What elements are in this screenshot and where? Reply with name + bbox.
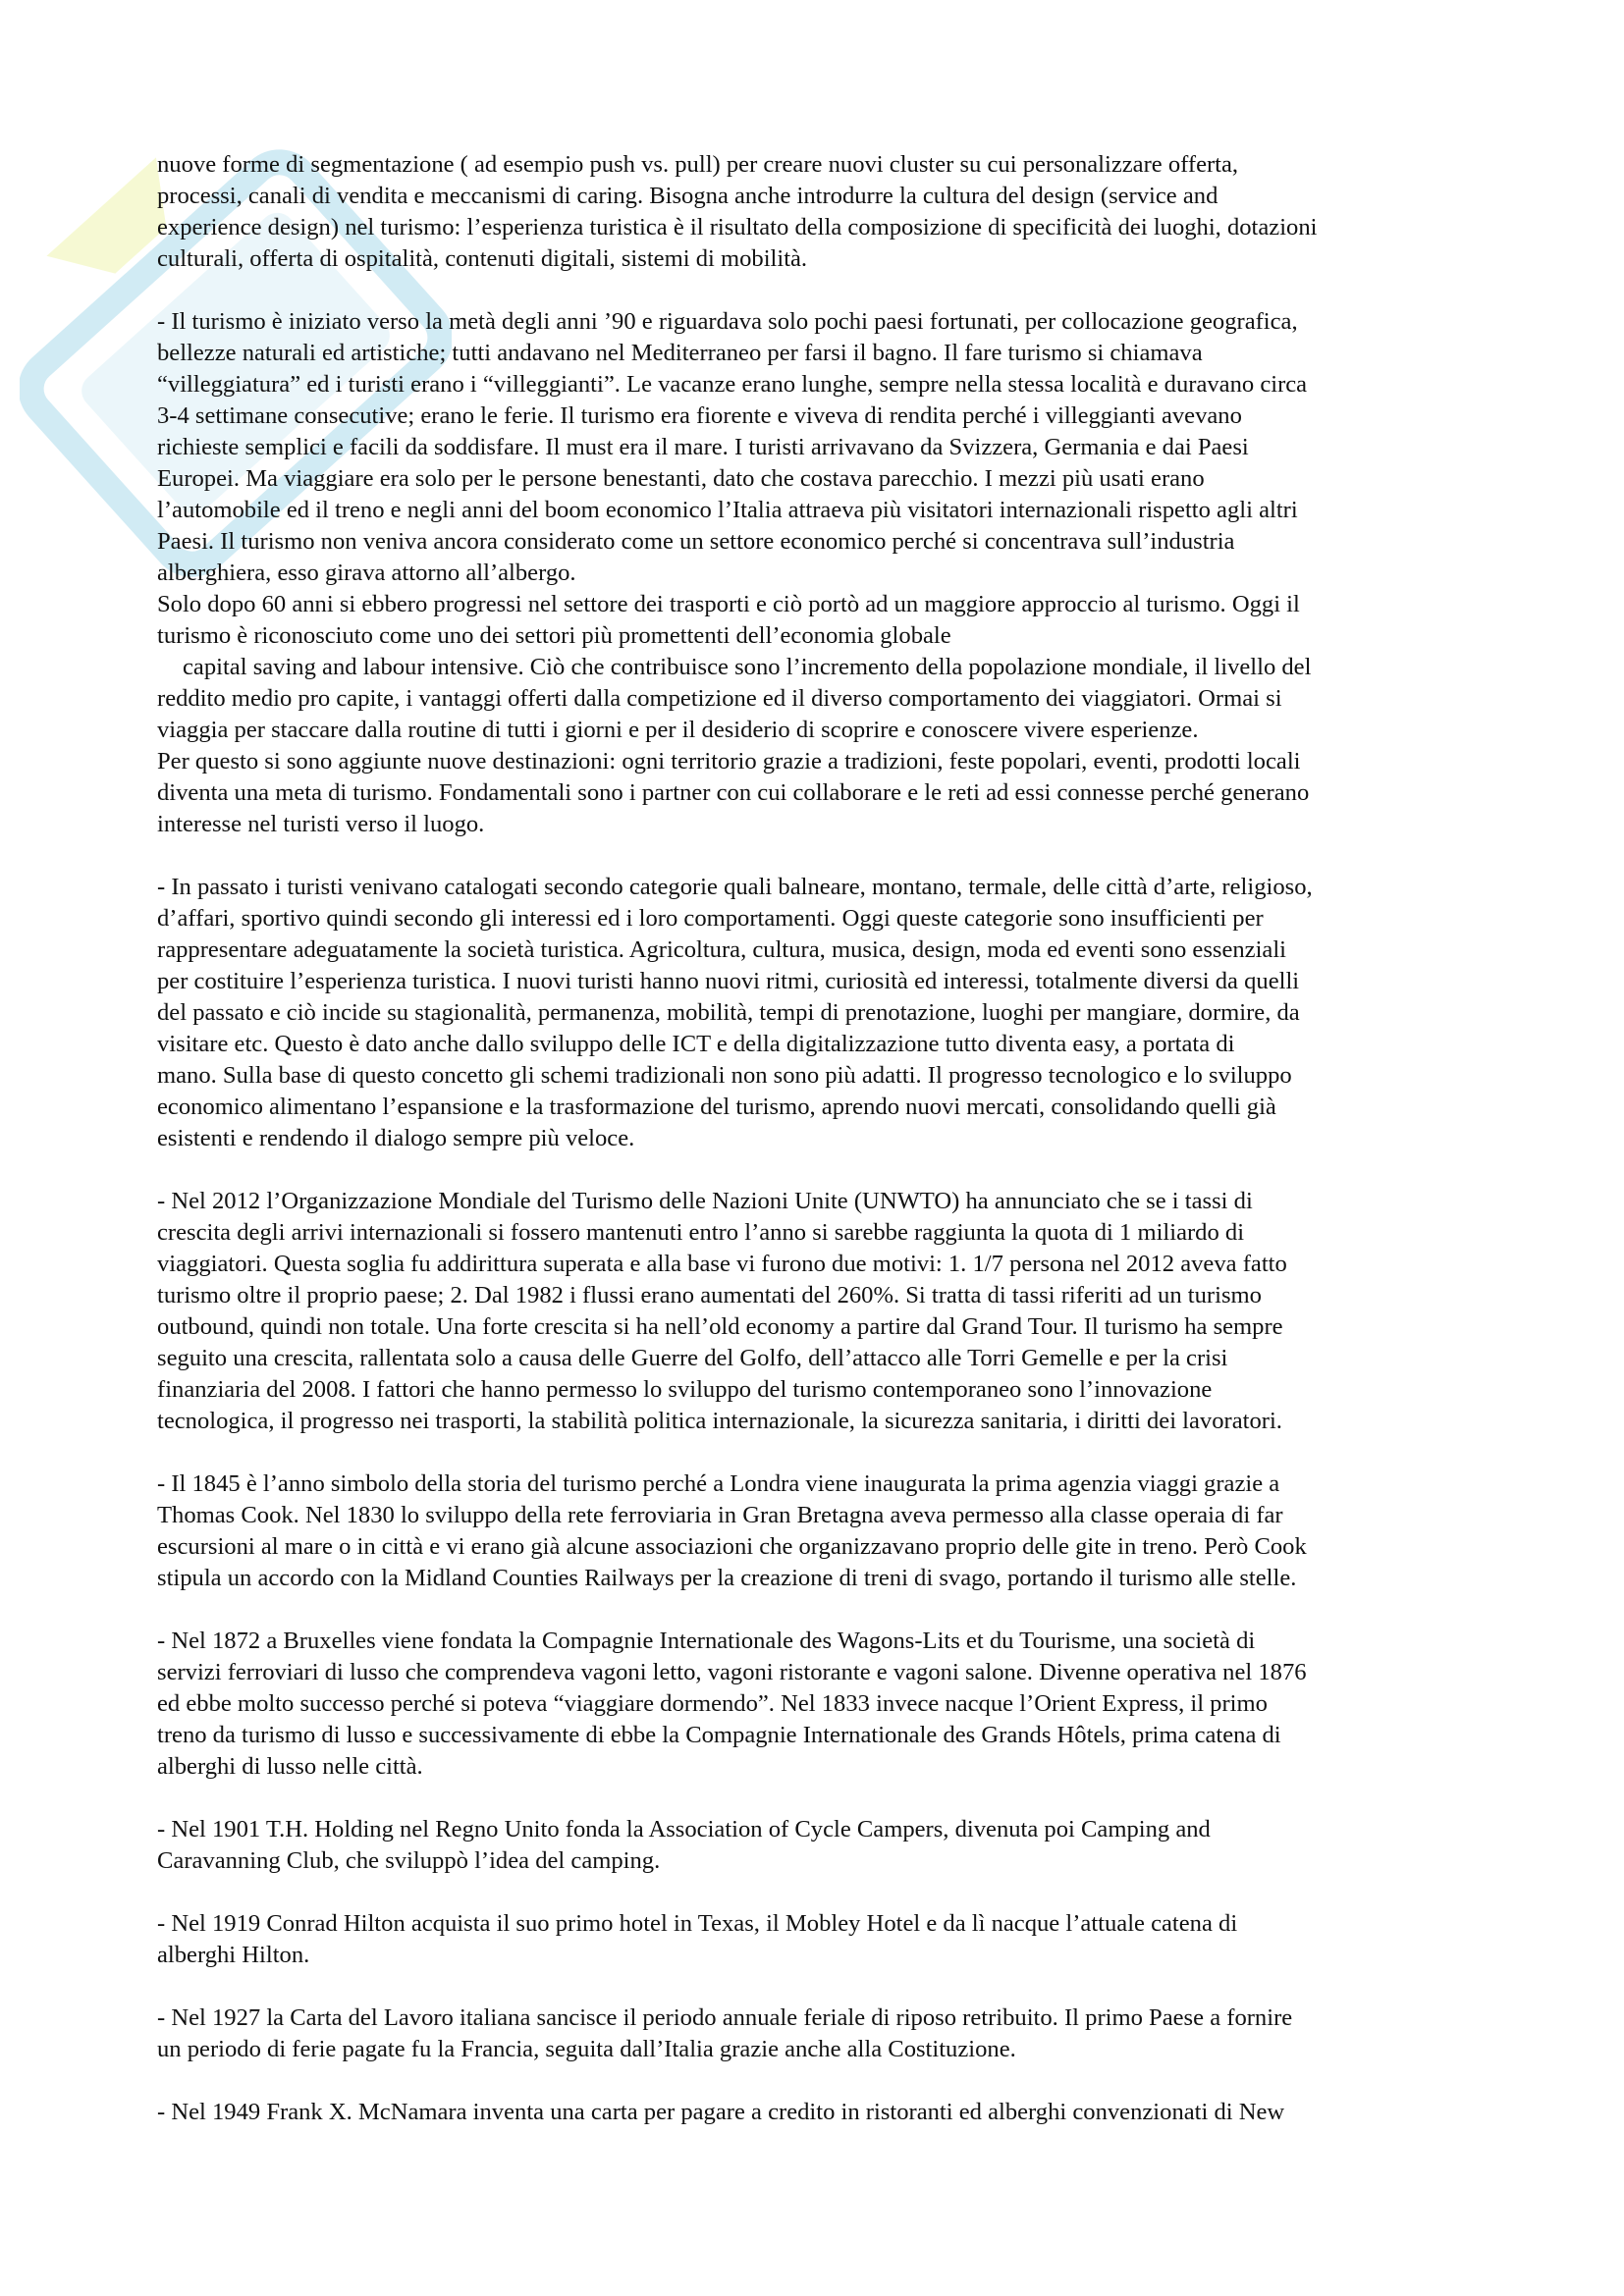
text-line: finanziaria del 2008. I fattori che hanno permesso lo sviluppo del turismo contemporaneo sono l’innovazione <box>157 1376 1213 1403</box>
text-line: treno da turismo di lusso e successivamente di ebbe la Compagnie Internationale des Grands Hôtels, prima catena di <box>157 1722 1281 1748</box>
text-line: richieste semplici e facili da soddisfare. Il must era il mare. I turisti arrivavano da Svizzera, Germania e dai Paesi <box>157 434 1249 460</box>
document-body <box>157 149 1483 2128</box>
text-line: processi, canali di vendita e meccanismi di caring. Bisogna anche introdurre la cultura del design (service and <box>157 183 1218 209</box>
text-line: diventa una meta di turismo. Fondamentali sono i partner con cui collaborare e le reti ad essi connesse perché generano <box>157 779 1310 806</box>
text-line: turismo è riconosciuto come uno dei settori più promettenti dell’economia globale <box>157 622 951 649</box>
text-line: alberghi Hilton. <box>157 1942 310 1968</box>
paragraph <box>157 1468 1483 1594</box>
text-line: capital saving and labour intensive. Ciò che contribuisce sono l’incremento della popolazione mondiale, il livello del <box>183 654 1312 680</box>
text-line: Paesi. Il turismo non veniva ancora considerato come un settore economico perché si concentrava sull’industria <box>157 528 1235 555</box>
text-line: Europei. Ma viaggiare era solo per le persone benestanti, dato che costava parecchio. I mezzi più usati erano <box>157 465 1205 492</box>
text-line: Per questo si sono aggiunte nuove destinazioni: ogni territorio grazie a tradizioni, feste popolari, eventi, prodotti locali <box>157 748 1301 774</box>
text-line: - In passato i turisti venivano catalogati secondo categorie quali balneare, montano, termale, delle città d’arte, religioso, <box>157 874 1313 900</box>
text-line: servizi ferroviari di lusso che comprendeva vagoni letto, vagoni ristorante e vagoni salone. Divenne operativa nel 1876 <box>157 1659 1307 1685</box>
text-line: per costituire l’esperienza turistica. I nuovi turisti hanno nuovi ritmi, curiosità ed interessi, totalmente diversi da quelli <box>157 968 1300 994</box>
text-line: - Nel 1901 T.H. Holding nel Regno Unito fonda la Association of Cycle Campers, divenuta poi Camping and <box>157 1816 1211 1842</box>
text-line: Solo dopo 60 anni si ebbero progressi nel settore dei trasporti e ciò portò ad un maggiore approccio al turismo. Oggi il <box>157 591 1300 617</box>
text-line: experience design) nel turismo: l’esperienza turistica è il risultato della composizione di specificità dei luoghi, dotazioni <box>157 214 1318 240</box>
text-line: turismo oltre il proprio paese; 2. Dal 1982 i flussi erano aumentati del 260%. Si tratta di tassi riferiti ad un turismo <box>157 1282 1262 1308</box>
text-line: - Nel 1927 la Carta del Lavoro italiana sancisce il periodo annuale feriale di riposo retribuito. Il primo Paese a fornire <box>157 2004 1293 2031</box>
text-line: bellezze naturali ed artistiche; tutti andavano nel Mediterraneo per farsi il bagno. Il fare turismo si chiamava <box>157 340 1203 366</box>
text-line: l’automobile ed il treno e negli anni del boom economico l’Italia attraeva più visitatori internazionali rispetto agli altri <box>157 497 1298 523</box>
text-line: - Nel 2012 l’Organizzazione Mondiale del Turismo delle Nazioni Unite (UNWTO) ha annunciato che se i tassi di <box>157 1188 1253 1214</box>
text-line: culturali, offerta di ospitalità, contenuti digitali, sistemi di mobilità. <box>157 245 808 272</box>
text-line: interesse nel turisti verso il luogo. <box>157 811 485 837</box>
text-line: crescita degli arrivi internazionali si fossero mantenuti entro l’anno si sarebbe raggiunta la quota di 1 miliardo di <box>157 1219 1245 1246</box>
text-line: - Nel 1949 Frank X. McNamara inventa una carta per pagare a credito in ristoranti ed alberghi convenzionati di New <box>157 2099 1285 2125</box>
paragraph <box>157 2097 1483 2128</box>
text-line: esistenti e rendendo il dialogo sempre più veloce. <box>157 1125 635 1151</box>
text-line: - Il turismo è iniziato verso la metà degli anni ’90 e riguardava solo pochi paesi fortunati, per collocazione geografica, <box>157 308 1298 335</box>
text-line: Thomas Cook. Nel 1830 lo sviluppo della rete ferroviaria in Gran Bretagna aveva permesso alla classe operaia di far <box>157 1502 1283 1528</box>
text-line: economico alimentano l’espansione e la trasformazione del turismo, aprendo nuovi mercati, consolidando quelli già <box>157 1094 1276 1120</box>
text-line: viaggia per staccare dalla routine di tutti i giorni e per il desiderio di scoprire e conoscere vivere esperienze. <box>157 717 1199 743</box>
text-line: - Nel 1919 Conrad Hilton acquista il suo primo hotel in Texas, il Mobley Hotel e da lì nacque l’attuale catena di <box>157 1910 1238 1937</box>
text-line: visitare etc. Questo è dato anche dallo sviluppo delle ICT e della digitalizzazione tutto diventa easy, a portata di <box>157 1031 1235 1057</box>
paragraph <box>157 872 1483 1154</box>
text-line: - Nel 1872 a Bruxelles viene fondata la Compagnie Internationale des Wagons-Lits et du Tourisme, una società di <box>157 1628 1256 1654</box>
text-line: mano. Sulla base di questo concetto gli schemi tradizionali non sono più adatti. Il progresso tecnologico e lo sviluppo <box>157 1062 1292 1089</box>
text-line: viaggiatori. Questa soglia fu addirittura superata e alla base vi furono due motivi: 1. 1/7 persona nel 2012 aveva fatto <box>157 1251 1287 1277</box>
paragraph <box>157 306 1483 840</box>
text-line: “villeggiatura” ed i turisti erano i “villeggianti”. Le vacanze erano lunghe, sempre nella stessa località e duravano circa <box>157 371 1308 398</box>
text-line: stipula un accordo con la Midland Counties Railways per la creazione di treni di svago, portando il turismo alle stelle. <box>157 1565 1297 1591</box>
text-line: tecnologica, il progresso nei trasporti, la stabilità politica internazionale, la sicurezza sanitaria, i diritti dei lavoratori. <box>157 1408 1282 1434</box>
text-line: alberghiera, esso girava attorno all’albergo. <box>157 560 576 586</box>
text-line: rappresentare adeguatamente la società turistica. Agricoltura, cultura, musica, design, moda ed eventi sono essenziali <box>157 936 1287 963</box>
text-line: Caravanning Club, che sviluppò l’idea del camping. <box>157 1847 661 1874</box>
text-line: ed ebbe molto successo perché si poteva “viaggiare dormendo”. Nel 1833 invece nacque l’Orient Express, il primo <box>157 1690 1268 1717</box>
text-line: 3-4 settimane consecutive; erano le ferie. Il turismo era fiorente e viveva di rendita perché i villeggianti avevano <box>157 402 1242 429</box>
paragraph <box>157 149 1483 275</box>
text-line: seguito una crescita, rallentata solo a causa delle Guerre del Golfo, dell’attacco alle Torri Gemelle e per la crisi <box>157 1345 1228 1371</box>
paragraph <box>157 1908 1483 1971</box>
paragraph <box>157 1186 1483 1437</box>
text-line: un periodo di ferie pagate fu la Francia, seguita dall’Italia grazie anche alla Costituzione. <box>157 2036 1016 2062</box>
text-line: nuove forme di segmentazione ( ad esempio push vs. pull) per creare nuovi cluster su cui personalizzare offerta, <box>157 151 1239 178</box>
text-line: reddito medio pro capite, i vantaggi offerti dalla competizione ed il diverso comportamento dei viaggiatori. Ormai si <box>157 685 1282 712</box>
text-line: d’affari, sportivo quindi secondo gli interessi ed i loro comportamenti. Oggi queste categorie sono insufficienti per <box>157 905 1264 932</box>
text-line: alberghi di lusso nelle città. <box>157 1753 423 1780</box>
text-line: del passato e ciò incide su stagionalità, permanenza, mobilità, tempi di prenotazione, luoghi per mangiare, dormire, da <box>157 999 1300 1026</box>
paragraph <box>157 2002 1483 2065</box>
text-line: - Il 1845 è l’anno simbolo della storia del turismo perché a Londra viene inaugurata la prima agenzia viaggi grazie a <box>157 1470 1280 1497</box>
text-line: outbound, quindi non totale. Una forte crescita si ha nell’old economy a partire dal Grand Tour. Il turismo ha sempre <box>157 1313 1283 1340</box>
paragraph <box>157 1814 1483 1877</box>
paragraph <box>157 1626 1483 1783</box>
text-line: escursioni al mare o in città e vi erano già alcune associazioni che organizzavano proprio delle gite in treno. Però Cook <box>157 1533 1307 1560</box>
